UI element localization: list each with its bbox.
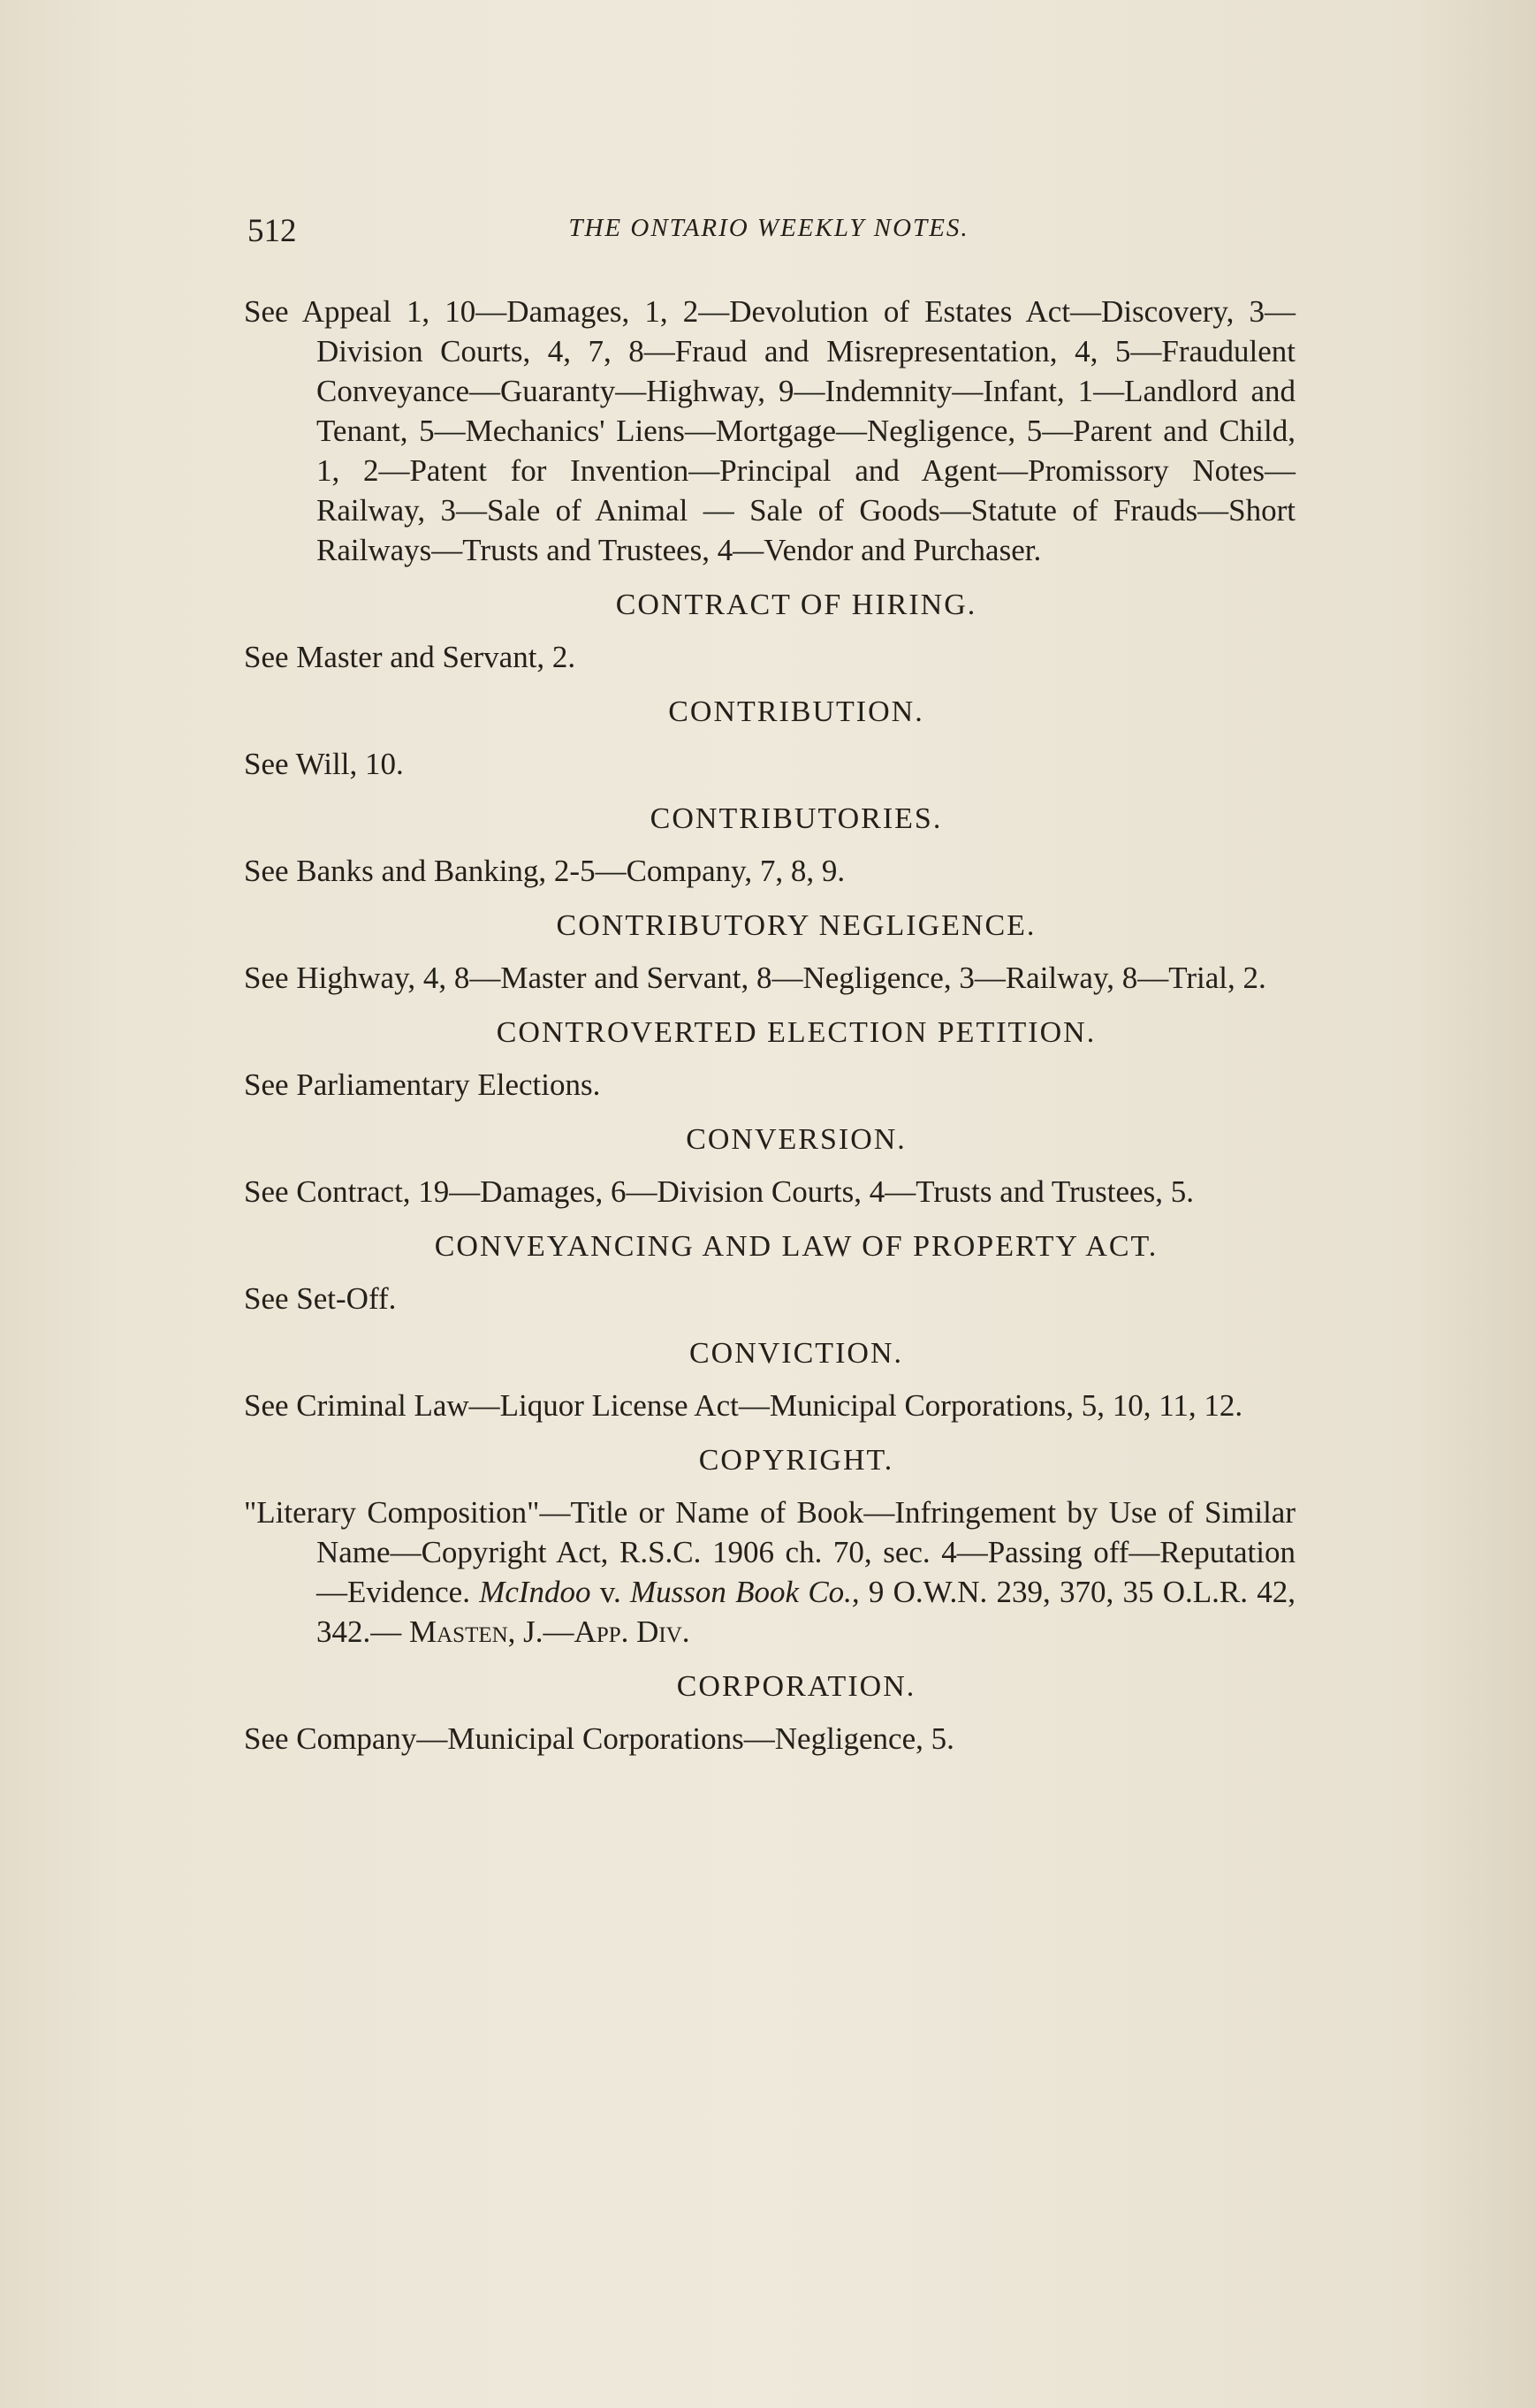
page-number: 512 <box>247 213 297 249</box>
case-versus: v. <box>590 1575 631 1609</box>
case-name: McIndoo <box>479 1575 591 1609</box>
index-entry-controverted-election-petition: See Parliamentary Elections. <box>244 1067 601 1102</box>
index-entry-conveyancing: See Set-Off. <box>244 1281 397 1316</box>
index-entry-conviction: See Criminal Law—Liquor License Act—Municipal Corporations, 5, 10, 11, 12. <box>244 1388 1243 1423</box>
heading-contribution: CONTRIBUTION. <box>668 695 924 728</box>
heading-conviction: CONVICTION. <box>688 1337 904 1370</box>
heading-contributories: CONTRIBUTORIES. <box>650 802 943 835</box>
heading-copyright: COPYRIGHT. <box>698 1444 894 1477</box>
case-citation: 9 O.W.N. 239, 370, 35 O.L.R. 42, 342.— <box>316 1575 1296 1649</box>
heading-conveyancing: CONVEYANCING AND LAW OF PROPERTY ACT. <box>434 1230 1159 1263</box>
case-party: Musson Book Co., <box>630 1575 860 1609</box>
heading-contributory-negligence: CONTRIBUTORY NEGLIGENCE. <box>556 909 1037 942</box>
heading-contract-of-hiring: CONTRACT OF HIRING. <box>615 589 977 621</box>
index-entry-contributories: See Banks and Banking, 2-5—Company, 7, 8, 9. <box>244 854 846 888</box>
running-head: THE ONTARIO WEEKLY NOTES. <box>568 214 969 242</box>
copyright-digest-text: "Literary Composition"—Title or Name of Book—Infringement by Use of Similar Name—Copyright Act, R.S.C. 1906 ch. 70, sec. 4—Passing off—Reputation—Evidence. <box>244 1495 1296 1609</box>
case-judge: Masten, J.—App. Div. <box>409 1614 690 1649</box>
index-entry-contributory-negligence: See Highway, 4, 8—Master and Servant, 8—Negligence, 3—Railway, 8—Trial, 2. <box>244 961 1266 995</box>
index-content <box>244 292 1296 1759</box>
index-entry-contract-of-hiring: See Master and Servant, 2. <box>244 640 576 674</box>
index-entry-corporation: See Company—Municipal Corporations—Negligence, 5. <box>244 1721 954 1756</box>
index-entry-contribution: See Will, 10. <box>244 747 404 781</box>
heading-corporation: CORPORATION. <box>676 1670 916 1703</box>
heading-controverted-election-petition: CONTROVERTED ELECTION PETITION. <box>496 1016 1097 1049</box>
index-entry-conversion: See Contract, 19—Damages, 6—Division Courts, 4—Trusts and Trustees, 5. <box>244 1174 1194 1209</box>
index-entry-opening: See Appeal 1, 10—Damages, 1, 2—Devolution of Estates Act—Discovery, 3—Division Courts, 4, 7, 8—Fraud and Misrepresentation, 4, 5—Fraudulent Conveyance—Guaranty—Highway, 9—Indemnity—Infant, 1—Landlord and Tenant, 5—Mechanics' Liens—Mortgage—Negligence, 5—Parent and Child, 1, 2—Patent for Invention—Principal and Agent—Promissory Notes—Railway, 3—Sale of Animal — Sale of Goods—Statute of Frauds—Short Railways—Trusts and Trustees, 4—Vendor and Purchaser. <box>244 294 1296 567</box>
index-entry-copyright <box>244 1493 1296 1652</box>
page-header <box>247 212 1290 256</box>
heading-conversion: CONVERSION. <box>686 1123 907 1156</box>
